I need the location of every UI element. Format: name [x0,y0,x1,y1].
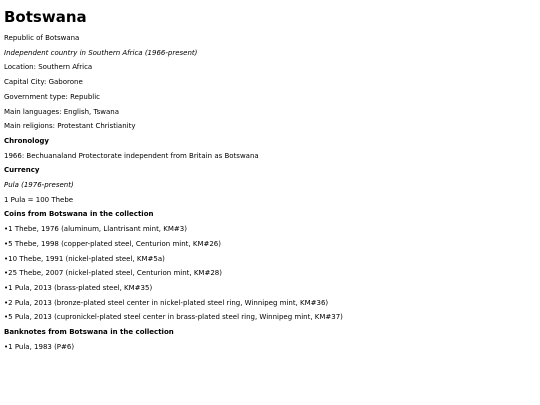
currency-heading: Currency [4,166,40,175]
page-title: Botswana [4,8,87,26]
list-item [4,299,540,307]
coins-heading: Coins from Botswana in the collection [4,210,154,219]
chronology-entry: 1966: Bechuanaland Protectorate independent from Britain as Botswana [4,151,259,160]
bullet-icon: • [4,225,9,234]
official-name: Republic of Botswana [4,34,80,42]
currency-subdivision: 1 Pula = 100 Thebe [4,195,74,204]
coin-item-label: 25 Thebe, 2007 (nickel-plated steel, Centurion mint, KM#28) [8,269,222,278]
bullet-icon: • [4,239,9,248]
bullet-icon: • [4,342,9,351]
coin-item-label: 1 Pula, 2013 (brass-plated steel, KM#35) [8,283,153,292]
coin-item-label: 5 Thebe, 1998 (copper-plated steel, Centurion mint, KM#26) [8,239,221,248]
currency-name: Pula (1976-present) [4,181,74,190]
banknotes-list [4,343,540,351]
coin-item-label: 5 Pula, 2013 (cupronickel-plated steel center in brass-plated steel ring, Winnipeg mint, KM#37) [8,313,343,322]
bullet-icon: • [4,269,9,278]
list-item [4,225,540,233]
list-item [4,269,540,277]
capital-info: Capital City: Gaborone [4,78,83,87]
religions-info: Main religions: Protestant Christianity [4,122,136,131]
chronology-heading: Chronology [4,136,49,145]
list-item [4,313,540,321]
banknote-item-label: 1 Pula, 1983 (P#6) [8,342,75,351]
bullet-icon: • [4,298,9,307]
government-info: Government type: Republic [4,92,101,101]
country-status: Independent country in Southern Africa (1966-present) [4,48,198,57]
location-info: Location: Southern Africa [4,63,93,72]
bullet-icon: • [4,254,9,263]
list-item [4,240,540,248]
list-item [4,284,540,292]
coins-list [4,225,540,321]
coin-item-label: 1 Thebe, 1976 (aluminum, Llantrisant mint, KM#3) [8,225,187,234]
list-item [4,343,540,351]
languages-info: Main languages: English, Tswana [4,107,119,116]
list-item [4,255,540,263]
coin-item-label: 2 Pula, 2013 (bronze-plated steel center in nickel-plated steel ring, Winnipeg mint, KM#36) [8,298,329,307]
bullet-icon: • [4,313,9,322]
bullet-icon: • [4,283,9,292]
coin-item-label: 10 Thebe, 1991 (nickel-plated steel, KM#5a) [8,254,165,263]
banknotes-heading: Banknotes from Botswana in the collection [4,328,174,337]
